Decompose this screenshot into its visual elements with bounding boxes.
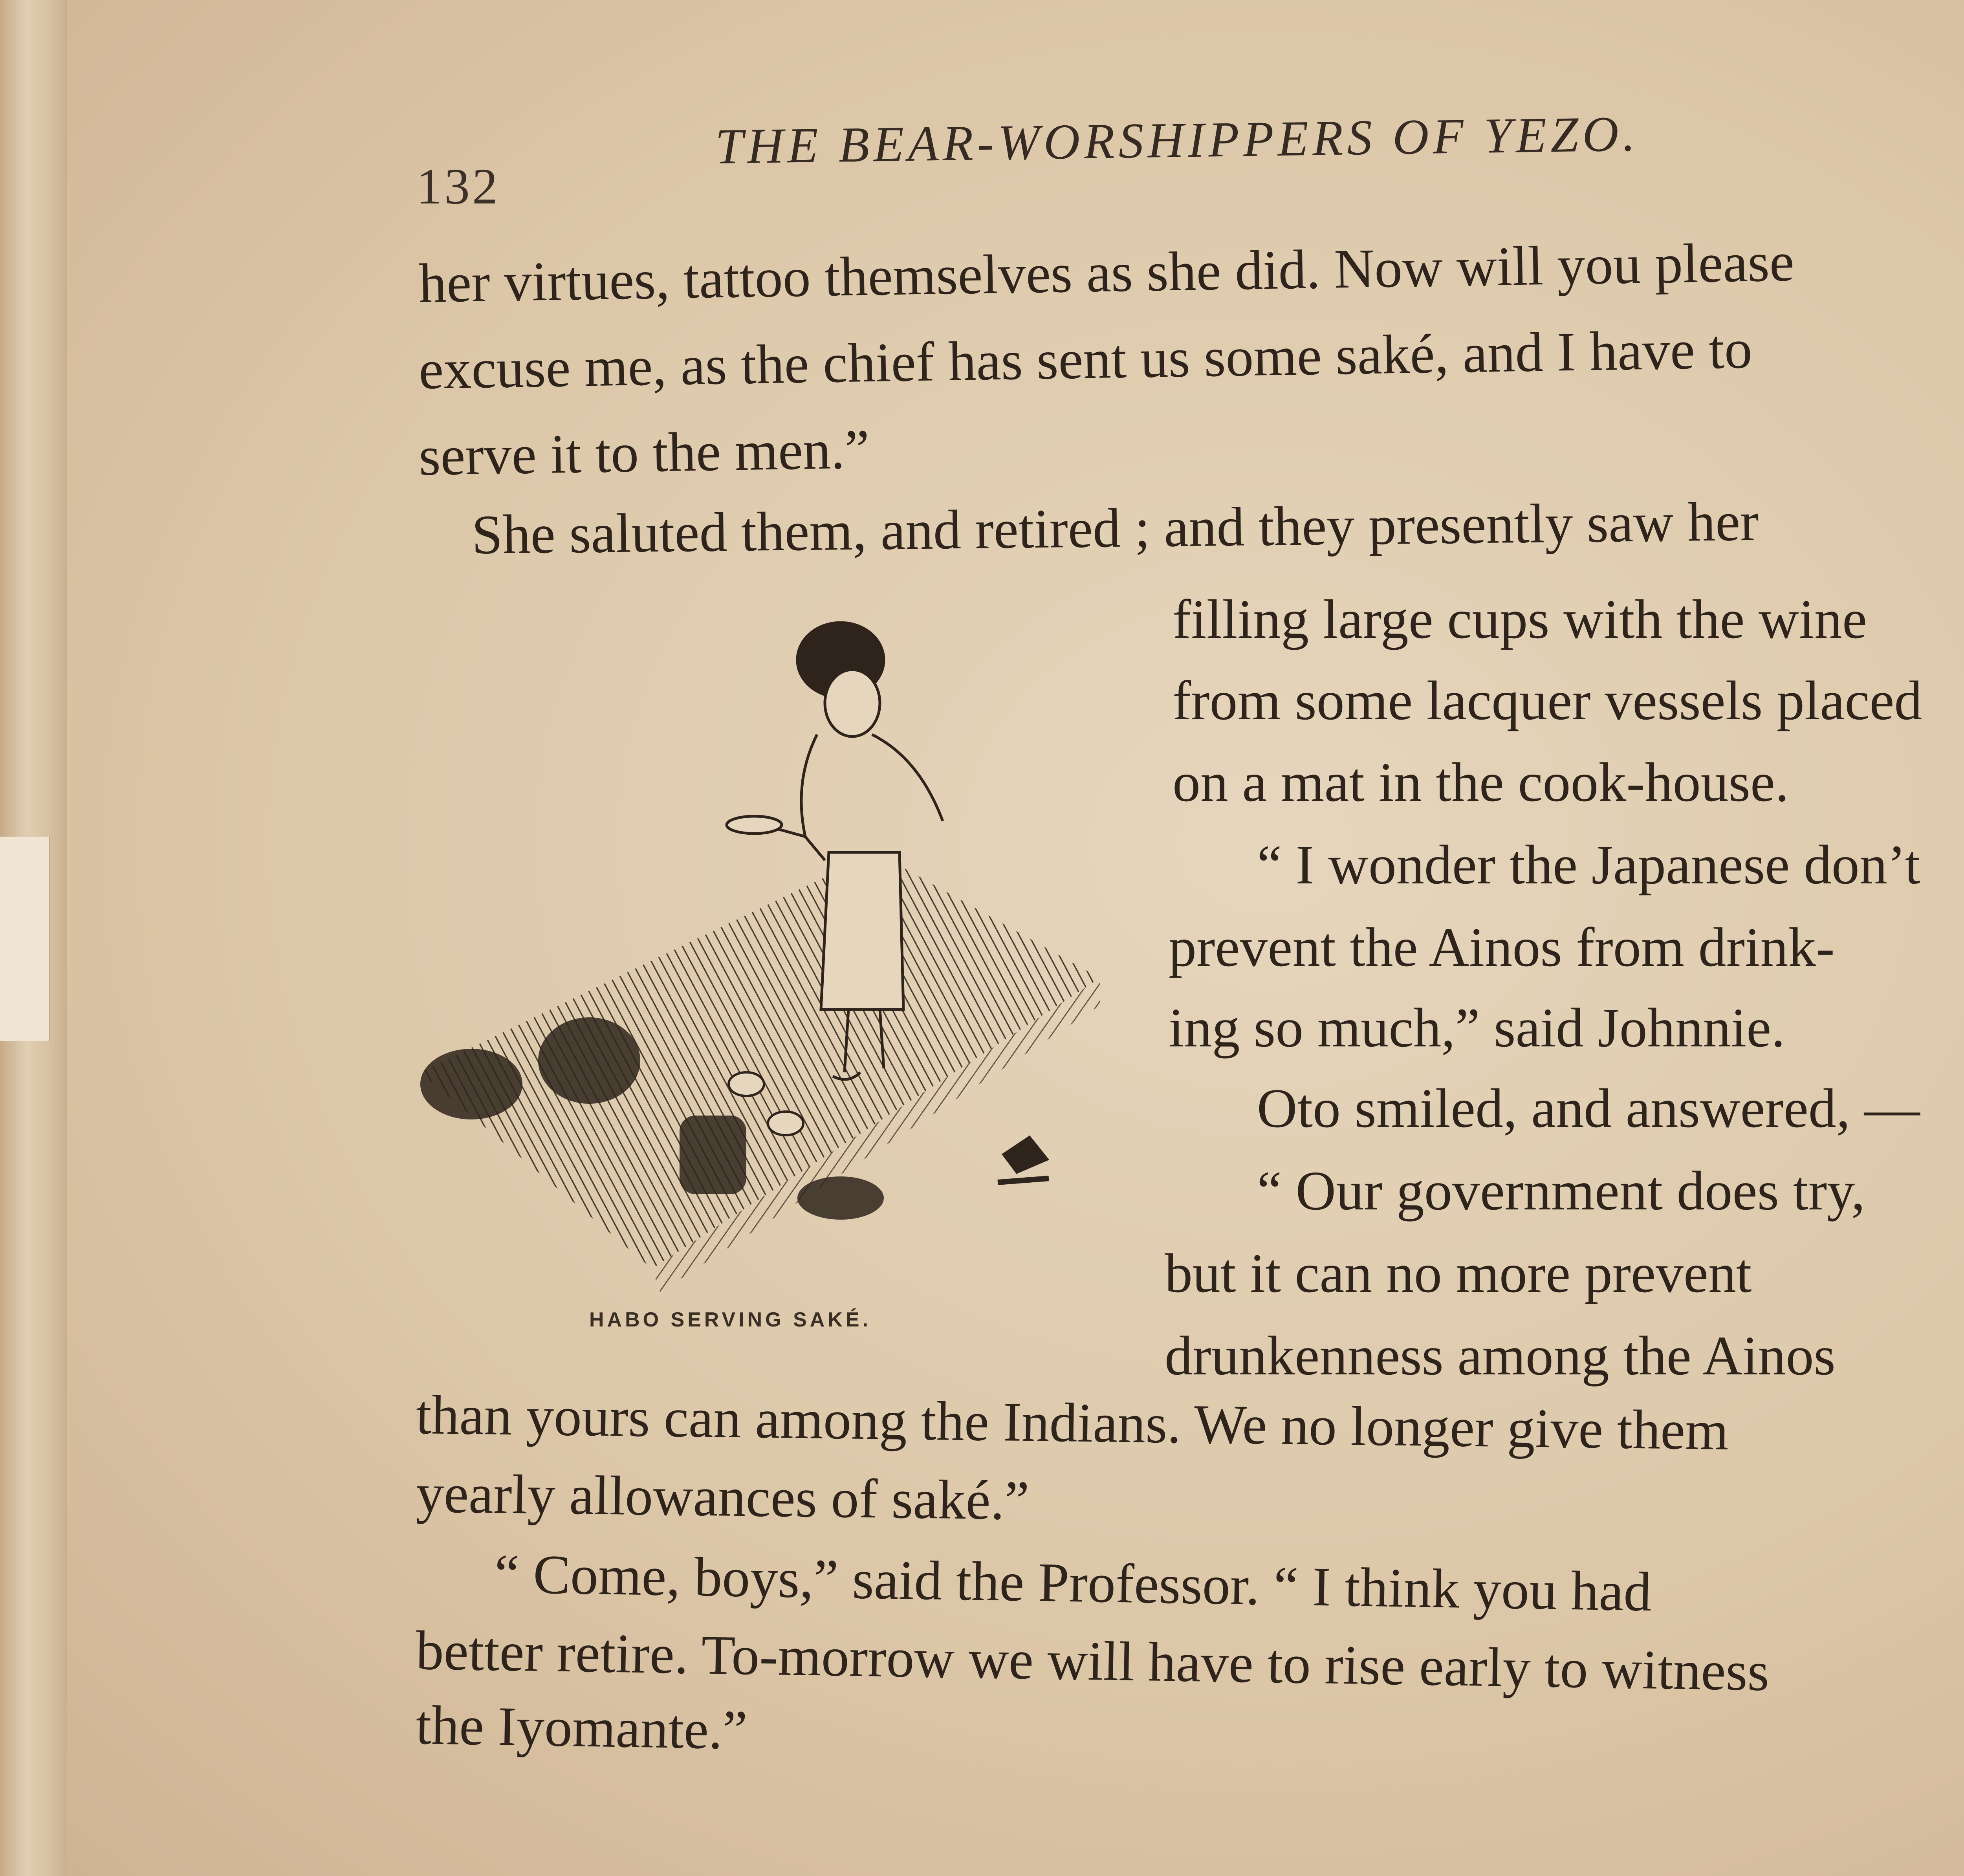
lacquer-vessel	[538, 1017, 640, 1104]
cup	[729, 1072, 764, 1096]
text-line: better retire. To-morrow we will have to rise early to witness	[415, 1619, 1770, 1703]
text-line: “ Our government does try,	[1257, 1160, 1865, 1222]
illustration-caption: HABO SERVING SAKÉ.	[589, 1308, 872, 1331]
text-line: drunkenness among the Ainos	[1165, 1325, 1836, 1387]
text-line: serve it to the men.”	[418, 418, 870, 487]
page-number: 132	[416, 158, 500, 215]
text-line: filling large cups with the wine	[1173, 588, 1867, 650]
text-line: than yours can among the Indians. We no longer give them	[416, 1383, 1729, 1462]
page-edge-tab	[0, 837, 50, 1041]
lacquer-vessel	[680, 1116, 746, 1194]
text-line: yearly allowances of saké.”	[416, 1462, 1030, 1532]
text-line: on a mat in the cook-house.	[1173, 751, 1789, 813]
text-line: She saluted them, and retired ; and they presently saw her	[471, 490, 1759, 566]
text-line: ing so much,” said Johnnie.	[1169, 997, 1785, 1059]
illustration-svg	[409, 617, 1119, 1292]
text-line: prevent the Ainos from drink-	[1169, 916, 1835, 978]
artist-monogram	[998, 1139, 1049, 1182]
text-line: the Iyomante.”	[415, 1694, 748, 1761]
lacquer-vessel	[420, 1049, 522, 1119]
cup	[768, 1112, 803, 1135]
text-line: but it can no more prevent	[1165, 1242, 1752, 1304]
text-line: “ I wonder the Japanese don’t	[1257, 834, 1920, 896]
text-line: from some lacquer vessels placed	[1173, 669, 1922, 731]
woman-serving-sake-illustration	[409, 617, 1119, 1292]
text-line: excuse me, as the chief has sent us some saké, and I have to	[418, 317, 1753, 401]
text-line: Oto smiled, and answered, —	[1257, 1077, 1920, 1139]
text-line: “ Come, boys,” said the Professor. “ I think you had	[494, 1543, 1652, 1623]
running-title: THE BEAR-WORSHIPPERS OF YEZO.	[715, 106, 1640, 174]
text-line: her virtues, tattoo themselves as she did. Now will you please	[418, 230, 1795, 314]
lacquer-vessel	[797, 1176, 884, 1220]
page-header	[416, 106, 1713, 216]
